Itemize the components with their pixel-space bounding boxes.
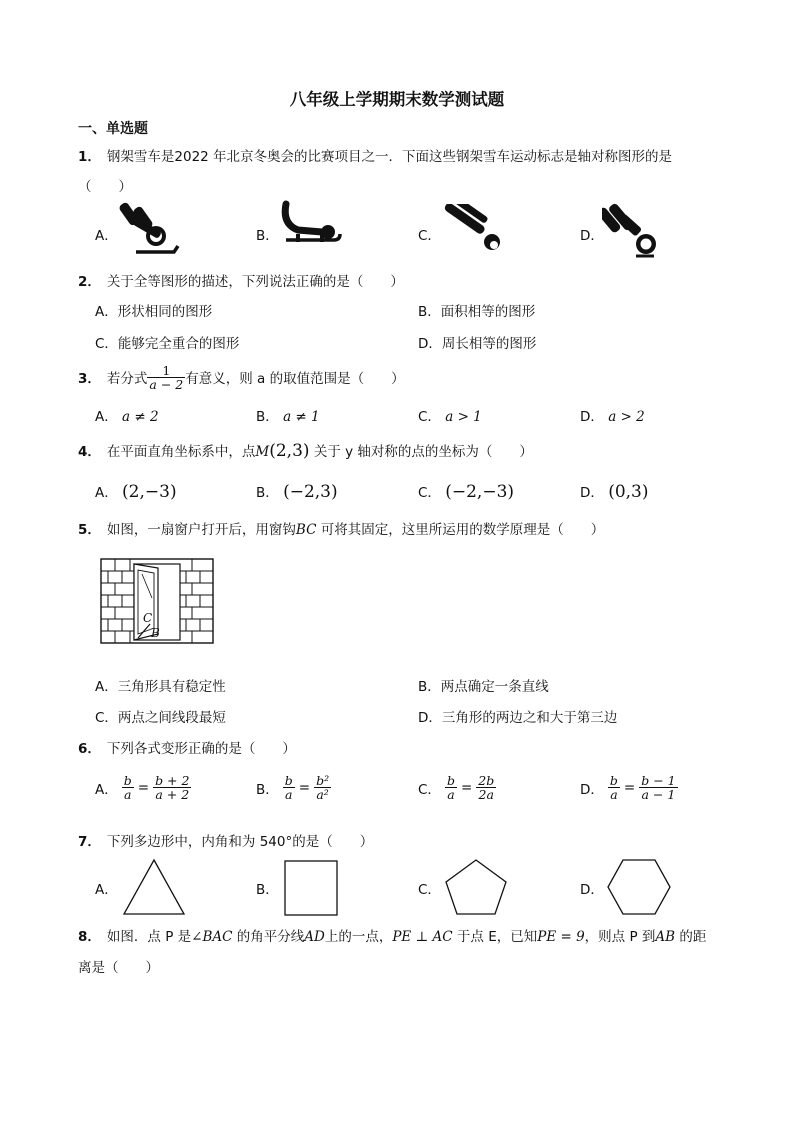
question-text: 的距 bbox=[679, 929, 707, 945]
point-coord: (2,3) bbox=[269, 441, 310, 461]
question-number: 6． bbox=[78, 741, 101, 757]
question-8 bbox=[78, 925, 706, 945]
option-a[interactable]: A．三角形具有稳定性 bbox=[95, 679, 226, 695]
equals-sign: = bbox=[137, 779, 150, 796]
numerator: b − 1 bbox=[641, 773, 676, 788]
option-label: B． bbox=[256, 485, 279, 501]
denominator: a bbox=[285, 787, 293, 802]
triangle-shape bbox=[122, 858, 186, 916]
skeleton-sled-icon-d bbox=[602, 200, 664, 262]
question-text: 下列各式变形正确的是（ ） bbox=[106, 741, 296, 757]
question-text-post: 有意义，则 a 的取值范围是（ ） bbox=[185, 371, 405, 387]
option-d[interactable]: D．周长相等的图形 bbox=[418, 336, 537, 352]
option-label-c[interactable]: C． bbox=[418, 228, 441, 244]
option-label: C． bbox=[418, 781, 441, 798]
fraction-left bbox=[283, 774, 295, 801]
segment-label: BC bbox=[295, 522, 317, 538]
question-text: ，则点 P 到 bbox=[584, 929, 656, 945]
denominator: a − 1 bbox=[641, 787, 676, 802]
option-expr: (0,3) bbox=[608, 482, 649, 502]
question-text-pre: 若分式 bbox=[106, 371, 148, 387]
question-text: 如图．点 P 是 bbox=[106, 929, 192, 945]
option-label: A． bbox=[95, 409, 118, 425]
option-expr: a ≠ 1 bbox=[283, 409, 320, 425]
equals-sign: = bbox=[460, 779, 473, 796]
fraction-left bbox=[445, 774, 457, 801]
segment-label: AB bbox=[655, 929, 676, 945]
denominator: 2a bbox=[478, 787, 494, 802]
option-expr: (−2,3) bbox=[283, 482, 338, 502]
question-text-pre: 如图，一扇窗户打开后，用窗钩 bbox=[106, 522, 296, 538]
option-label: A． bbox=[95, 485, 118, 501]
option-expr: (2,−3) bbox=[122, 482, 177, 502]
question-text: 上的一点， bbox=[324, 929, 393, 945]
option-c[interactable]: C． bbox=[418, 882, 441, 898]
fraction bbox=[147, 364, 185, 391]
fraction-right bbox=[476, 774, 496, 801]
numerator: b + 2 bbox=[155, 773, 190, 788]
question-text-pre: 在平面直角坐标系中，点 bbox=[106, 444, 256, 460]
fraction-right bbox=[314, 774, 331, 801]
denominator: a² bbox=[316, 787, 329, 802]
fraction-right bbox=[153, 774, 191, 801]
numerator: b bbox=[284, 773, 293, 788]
question-text: 关于全等图形的描述，下列说法正确的是（ ） bbox=[106, 274, 404, 290]
question-number: 7． bbox=[78, 834, 101, 850]
fraction-numerator: 1 bbox=[147, 364, 185, 378]
question-number: 3． bbox=[78, 371, 101, 387]
option-label: B． bbox=[256, 781, 279, 798]
page-title: 八年级上学期期末数学测试题 bbox=[289, 90, 505, 109]
option-d[interactable] bbox=[580, 774, 678, 801]
option-c[interactable]: C．能够完全重合的图形 bbox=[95, 336, 240, 352]
option-b[interactable]: B．面积相等的图形 bbox=[418, 304, 536, 320]
fraction-right bbox=[639, 774, 677, 801]
question-6 bbox=[78, 737, 296, 757]
denominator: a bbox=[124, 787, 132, 802]
option-label-a[interactable]: A． bbox=[95, 228, 118, 244]
question-text: 于点 E，已知 bbox=[456, 929, 538, 945]
option-c[interactable] bbox=[418, 774, 496, 801]
equals-sign: = bbox=[623, 779, 636, 796]
denominator: a + 2 bbox=[155, 787, 190, 802]
numerator: 2b bbox=[478, 773, 495, 788]
option-d[interactable] bbox=[580, 481, 649, 502]
equals-sign: = bbox=[298, 779, 311, 796]
option-label: A． bbox=[95, 781, 118, 798]
question-number: 1． bbox=[78, 149, 101, 165]
option-b[interactable] bbox=[256, 405, 320, 425]
option-a[interactable] bbox=[95, 481, 177, 502]
denominator: a bbox=[447, 787, 455, 802]
skeleton-sled-icon-c bbox=[440, 204, 506, 254]
option-label: D． bbox=[580, 781, 604, 798]
option-b[interactable]: B． bbox=[256, 882, 279, 898]
option-label-d[interactable]: D． bbox=[580, 228, 604, 244]
option-a[interactable] bbox=[95, 774, 191, 801]
question-1 bbox=[78, 145, 672, 165]
option-label: B． bbox=[256, 409, 279, 425]
question-7 bbox=[78, 830, 373, 850]
question-4 bbox=[78, 440, 533, 461]
option-b[interactable] bbox=[256, 481, 338, 502]
denominator: a bbox=[610, 787, 618, 802]
segment-label: AD bbox=[304, 929, 325, 945]
numerator: b bbox=[123, 773, 132, 788]
question-number: 5． bbox=[78, 522, 101, 538]
numerator: b bbox=[446, 773, 455, 788]
option-label: C． bbox=[418, 409, 441, 425]
condition-expr: PE = 9 bbox=[537, 929, 585, 945]
option-d[interactable] bbox=[580, 405, 645, 425]
question-text: 钢架雪车是2022 年北京冬奥会的比赛项目之一．下面这些钢架雪车运动标志是轴对称图形的是 bbox=[106, 149, 673, 165]
question-8-line2: 离是（ ） bbox=[78, 960, 159, 976]
numerator: b bbox=[609, 773, 618, 788]
option-c[interactable] bbox=[418, 405, 482, 425]
option-label-b[interactable]: B． bbox=[256, 228, 279, 244]
fraction-left bbox=[608, 774, 620, 801]
skeleton-sled-icon-b bbox=[278, 200, 344, 250]
option-c[interactable]: C．两点之间线段最短 bbox=[95, 710, 226, 726]
option-a[interactable]: A． bbox=[95, 882, 118, 898]
hexagon-shape bbox=[606, 858, 672, 916]
option-b[interactable] bbox=[256, 774, 331, 801]
fraction-left bbox=[122, 774, 134, 801]
option-expr: a > 2 bbox=[608, 409, 645, 425]
option-expr: a > 1 bbox=[445, 409, 482, 425]
question-text: 的角平分线 bbox=[236, 929, 305, 945]
option-expr: (−2,−3) bbox=[445, 482, 515, 502]
section-heading: 一、单选题 bbox=[78, 121, 148, 137]
question-3 bbox=[78, 358, 405, 396]
question-2 bbox=[78, 270, 404, 290]
option-a[interactable] bbox=[95, 405, 159, 425]
skeleton-sled-icon-a bbox=[118, 200, 184, 260]
question-number: 4． bbox=[78, 444, 101, 460]
option-label: D． bbox=[580, 409, 604, 425]
option-label: D． bbox=[580, 485, 604, 501]
option-label: C． bbox=[418, 485, 441, 501]
option-c[interactable] bbox=[418, 481, 514, 502]
numerator: b² bbox=[316, 773, 330, 788]
option-b[interactable]: B．两点确定一条直线 bbox=[418, 679, 549, 695]
angle-label: ∠BAC bbox=[191, 929, 233, 945]
question-number: 2． bbox=[78, 274, 101, 290]
square-shape bbox=[284, 860, 338, 916]
option-d[interactable]: D． bbox=[580, 882, 604, 898]
option-a[interactable]: A．形状相同的图形 bbox=[95, 304, 213, 320]
point-label: M bbox=[255, 444, 270, 460]
option-expr: a ≠ 2 bbox=[122, 409, 159, 425]
option-d[interactable]: D．三角形的两边之和大于第三边 bbox=[418, 710, 618, 726]
condition-expr: PE ⊥ AC bbox=[392, 929, 453, 945]
question-number: 8． bbox=[78, 929, 101, 945]
question-text-post: 可将其固定，这里所运用的数学原理是（ ） bbox=[320, 522, 605, 538]
pentagon-shape bbox=[444, 858, 508, 916]
question-text-post: 关于 y 轴对称的点的坐标为（ ） bbox=[313, 444, 533, 460]
fraction-denominator: a − 2 bbox=[149, 376, 184, 392]
question-text: 下列多边形中，内角和为 540°的是（ ） bbox=[106, 834, 374, 850]
question-5 bbox=[78, 518, 604, 538]
question-1-paren: （ ） bbox=[78, 179, 132, 195]
figure-label-b: B bbox=[151, 626, 160, 640]
figure-label-c: C bbox=[143, 611, 153, 625]
